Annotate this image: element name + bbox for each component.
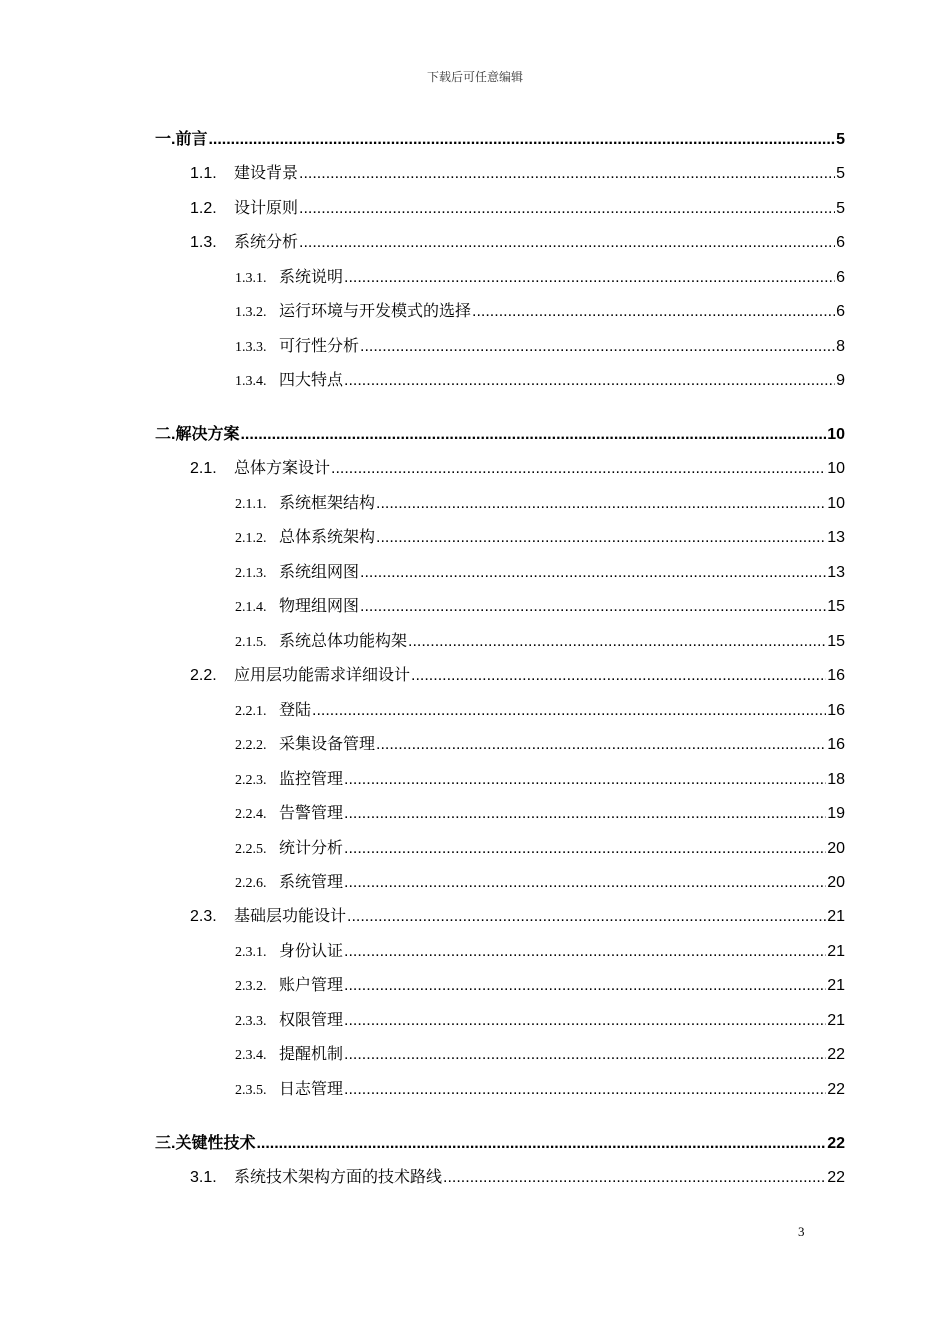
- toc-dot-leader: [411, 667, 826, 685]
- toc-entry-level-2[interactable]: [190, 195, 845, 218]
- toc-dot-leader: [376, 495, 826, 513]
- toc-entry-page: 22: [827, 1135, 845, 1152]
- toc-entry-number: 2.3.4.: [235, 1048, 267, 1063]
- toc-entry-page: 21: [827, 977, 845, 994]
- toc-entry-number: 2.2.4.: [235, 807, 267, 822]
- toc-entry-title: 日志管理: [279, 1081, 344, 1098]
- toc-entry-level-3[interactable]: [235, 490, 845, 513]
- toc-entry-level-3[interactable]: [235, 1076, 845, 1099]
- toc-dot-leader: [360, 338, 835, 356]
- toc-dot-leader: [344, 1012, 826, 1030]
- toc-entry-level-3[interactable]: [235, 333, 845, 356]
- toc-dot-leader: [344, 269, 835, 287]
- toc-entry-level-3[interactable]: [235, 524, 845, 547]
- toc-entry-page: 13: [827, 529, 845, 546]
- toc-entry-level-2[interactable]: [190, 662, 845, 685]
- toc-entry-title: 登陆: [279, 702, 312, 719]
- toc-dot-leader: [344, 372, 835, 390]
- toc-entry-page: 20: [827, 874, 845, 891]
- toc-entry-level-3[interactable]: [235, 800, 845, 823]
- toc-entry-number: 1.2.: [190, 200, 217, 217]
- toc-dot-leader: [376, 736, 826, 754]
- toc-entry-level-1[interactable]: [155, 126, 845, 149]
- toc-dot-leader: [376, 529, 826, 547]
- toc-entry-level-3[interactable]: [235, 731, 845, 754]
- toc-entry-title: 可行性分析: [279, 338, 360, 355]
- toc-entry-number: 2.1.4.: [235, 600, 267, 615]
- toc-entry-page: 6: [836, 303, 845, 320]
- toc-entry-page: 9: [836, 372, 845, 389]
- toc-entry-number: 2.1.5.: [235, 635, 267, 650]
- toc-dot-leader: [299, 200, 835, 218]
- toc-entry-title: 系统框架结构: [279, 495, 376, 512]
- toc-entry-title: 系统分析: [234, 234, 299, 251]
- toc-entry-title: 账户管理: [279, 977, 344, 994]
- toc-entry-page: 15: [827, 598, 845, 615]
- toc-entry-page: 5: [836, 131, 845, 148]
- toc-dot-leader: [344, 977, 826, 995]
- toc-dot-leader: [408, 633, 826, 651]
- toc-entry-level-2[interactable]: [190, 229, 845, 252]
- toc-dot-leader: [344, 771, 826, 789]
- toc-entry-level-3[interactable]: [235, 367, 845, 390]
- toc-entry-page: 18: [827, 771, 845, 788]
- toc-entry-level-3[interactable]: [235, 264, 845, 287]
- toc-entry-page: 6: [836, 269, 845, 286]
- toc-entry-title: 系统说明: [279, 269, 344, 286]
- toc-entry-page: 6: [836, 234, 845, 251]
- toc-entry-page: 22: [827, 1046, 845, 1063]
- toc-entry-page: 5: [836, 200, 845, 217]
- toc-entry-title: 告警管理: [279, 805, 344, 822]
- toc-entry-number: 1.3.1.: [235, 271, 267, 286]
- toc-entry-level-2[interactable]: [190, 455, 845, 478]
- toc-entry-level-3[interactable]: [235, 869, 845, 892]
- toc-entry-page: 16: [827, 736, 845, 753]
- toc-entry-page: 21: [827, 943, 845, 960]
- toc-entry-title: 设计原则: [234, 200, 299, 217]
- toc-dot-leader: [312, 702, 826, 720]
- toc-entry-number: 2.1.3.: [235, 566, 267, 581]
- toc-entry-title: 四大特点: [279, 372, 344, 389]
- toc-entry-level-2[interactable]: [190, 903, 845, 926]
- toc-entry-title: 物理组网图: [279, 598, 360, 615]
- toc-entry-level-2[interactable]: [190, 160, 845, 183]
- toc-entry-page: 13: [827, 564, 845, 581]
- toc-entry-title: 统计分析: [279, 840, 344, 857]
- toc-entry-level-2[interactable]: [190, 1164, 845, 1187]
- page-number: 3: [798, 1224, 805, 1239]
- toc-entry-number: 2.2.: [190, 667, 217, 684]
- toc-entry-number: 2.2.1.: [235, 704, 267, 719]
- toc-entry-page: 16: [827, 702, 845, 719]
- toc-entry-title: 系统技术架构方面的技术路线: [234, 1169, 443, 1186]
- toc-dot-leader: [299, 234, 835, 252]
- toc-dot-leader: [360, 564, 826, 582]
- toc-dot-leader: [443, 1169, 826, 1187]
- toc-dot-leader: [344, 943, 826, 961]
- toc-entry-page: 8: [836, 338, 845, 355]
- toc-entry-level-1[interactable]: [155, 421, 845, 444]
- toc-dot-leader: [344, 840, 826, 858]
- toc-entry-title: 系统组网图: [279, 564, 360, 581]
- toc-dot-leader: [472, 303, 835, 321]
- toc-entry-page: 5: [836, 165, 845, 182]
- toc-entry-number: 2.2.6.: [235, 876, 267, 891]
- toc-entry-title: 基础层功能设计: [234, 908, 347, 925]
- toc-entry-title: 总体系统架构: [279, 529, 376, 546]
- toc-entry-title: 三.关键性技术: [155, 1135, 256, 1152]
- toc-entry-number: 3.1.: [190, 1169, 217, 1186]
- toc-entry-number: 1.3.4.: [235, 374, 267, 389]
- toc-entry-level-3[interactable]: [235, 298, 845, 321]
- toc-dot-leader: [344, 805, 826, 823]
- toc-entry-level-3[interactable]: [235, 628, 845, 651]
- toc-entry-title: 监控管理: [279, 771, 344, 788]
- toc-entry-title: 一.前言: [155, 131, 208, 148]
- toc-dot-leader: [344, 1081, 826, 1099]
- toc-entry-title: 应用层功能需求详细设计: [234, 667, 411, 684]
- toc-entry-page: 16: [827, 667, 845, 684]
- toc-dot-leader: [256, 1135, 826, 1153]
- toc-entry-page: 19: [827, 805, 845, 822]
- toc-entry-number: 2.2.3.: [235, 773, 267, 788]
- toc-dot-leader: [299, 165, 835, 183]
- toc-entry-title: 系统总体功能构架: [279, 633, 408, 650]
- toc-entry-page: 10: [827, 460, 845, 477]
- page-header: 下载后可任意编辑: [426, 70, 523, 84]
- toc-entry-number: 1.3.2.: [235, 305, 267, 320]
- toc-entry-number: 2.3.5.: [235, 1083, 267, 1098]
- toc-entry-title: 系统管理: [279, 874, 344, 891]
- toc-entry-page: 22: [827, 1169, 845, 1186]
- toc-entry-number: 2.3.: [190, 908, 217, 925]
- toc-entry-number: 2.2.2.: [235, 738, 267, 753]
- toc-entry-level-3[interactable]: [235, 835, 845, 858]
- toc-entry-page: 15: [827, 633, 845, 650]
- toc-entry-title: 二.解决方案: [155, 426, 240, 443]
- toc-entry-level-3[interactable]: [235, 1041, 845, 1064]
- toc-entry-title: 权限管理: [279, 1012, 344, 1029]
- toc-entry-number: 2.3.1.: [235, 945, 267, 960]
- toc-entry-number: 2.1.1.: [235, 497, 267, 512]
- toc-entry-number: 1.1.: [190, 165, 217, 182]
- toc-dot-leader: [331, 460, 826, 478]
- toc-entry-level-3[interactable]: [235, 593, 845, 616]
- toc-entry-page: 20: [827, 840, 845, 857]
- toc-dot-leader: [360, 598, 826, 616]
- toc-entry-title: 提醒机制: [279, 1046, 344, 1063]
- toc-entry-level-3[interactable]: [235, 697, 845, 720]
- toc-entry-number: 2.1.: [190, 460, 217, 477]
- toc-dot-leader: [344, 874, 826, 892]
- toc-entry-page: 22: [827, 1081, 845, 1098]
- toc-entry-page: 10: [827, 495, 845, 512]
- toc-entry-level-1[interactable]: [155, 1130, 845, 1153]
- toc-entry-number: 2.2.5.: [235, 842, 267, 857]
- toc-entry-page: 21: [827, 908, 845, 925]
- toc-dot-leader: [347, 908, 826, 926]
- toc-entry-number: 2.3.2.: [235, 979, 267, 994]
- toc-entry-number: 2.3.3.: [235, 1014, 267, 1029]
- toc-dot-leader: [344, 1046, 826, 1064]
- toc-dot-leader: [208, 131, 835, 149]
- toc-entry-page: 10: [827, 426, 845, 443]
- toc-entry-level-3[interactable]: [235, 972, 845, 995]
- toc-dot-leader: [240, 426, 826, 444]
- toc-entry-level-3[interactable]: [235, 1007, 845, 1030]
- toc-entry-title: 总体方案设计: [234, 460, 331, 477]
- toc-entry-title: 运行环境与开发模式的选择: [279, 303, 472, 320]
- toc-entry-number: 1.3.: [190, 234, 217, 251]
- toc-entry-title: 采集设备管理: [279, 736, 376, 753]
- toc-entry-title: 建设背景: [234, 165, 299, 182]
- toc-entry-level-3[interactable]: [235, 938, 845, 961]
- toc-entry-number: 2.1.2.: [235, 531, 267, 546]
- toc-entry-page: 21: [827, 1012, 845, 1029]
- toc-entry-level-3[interactable]: [235, 766, 845, 789]
- toc-entry-level-3[interactable]: [235, 559, 845, 582]
- toc-entry-title: 身份认证: [279, 943, 344, 960]
- toc-entry-number: 1.3.3.: [235, 340, 267, 355]
